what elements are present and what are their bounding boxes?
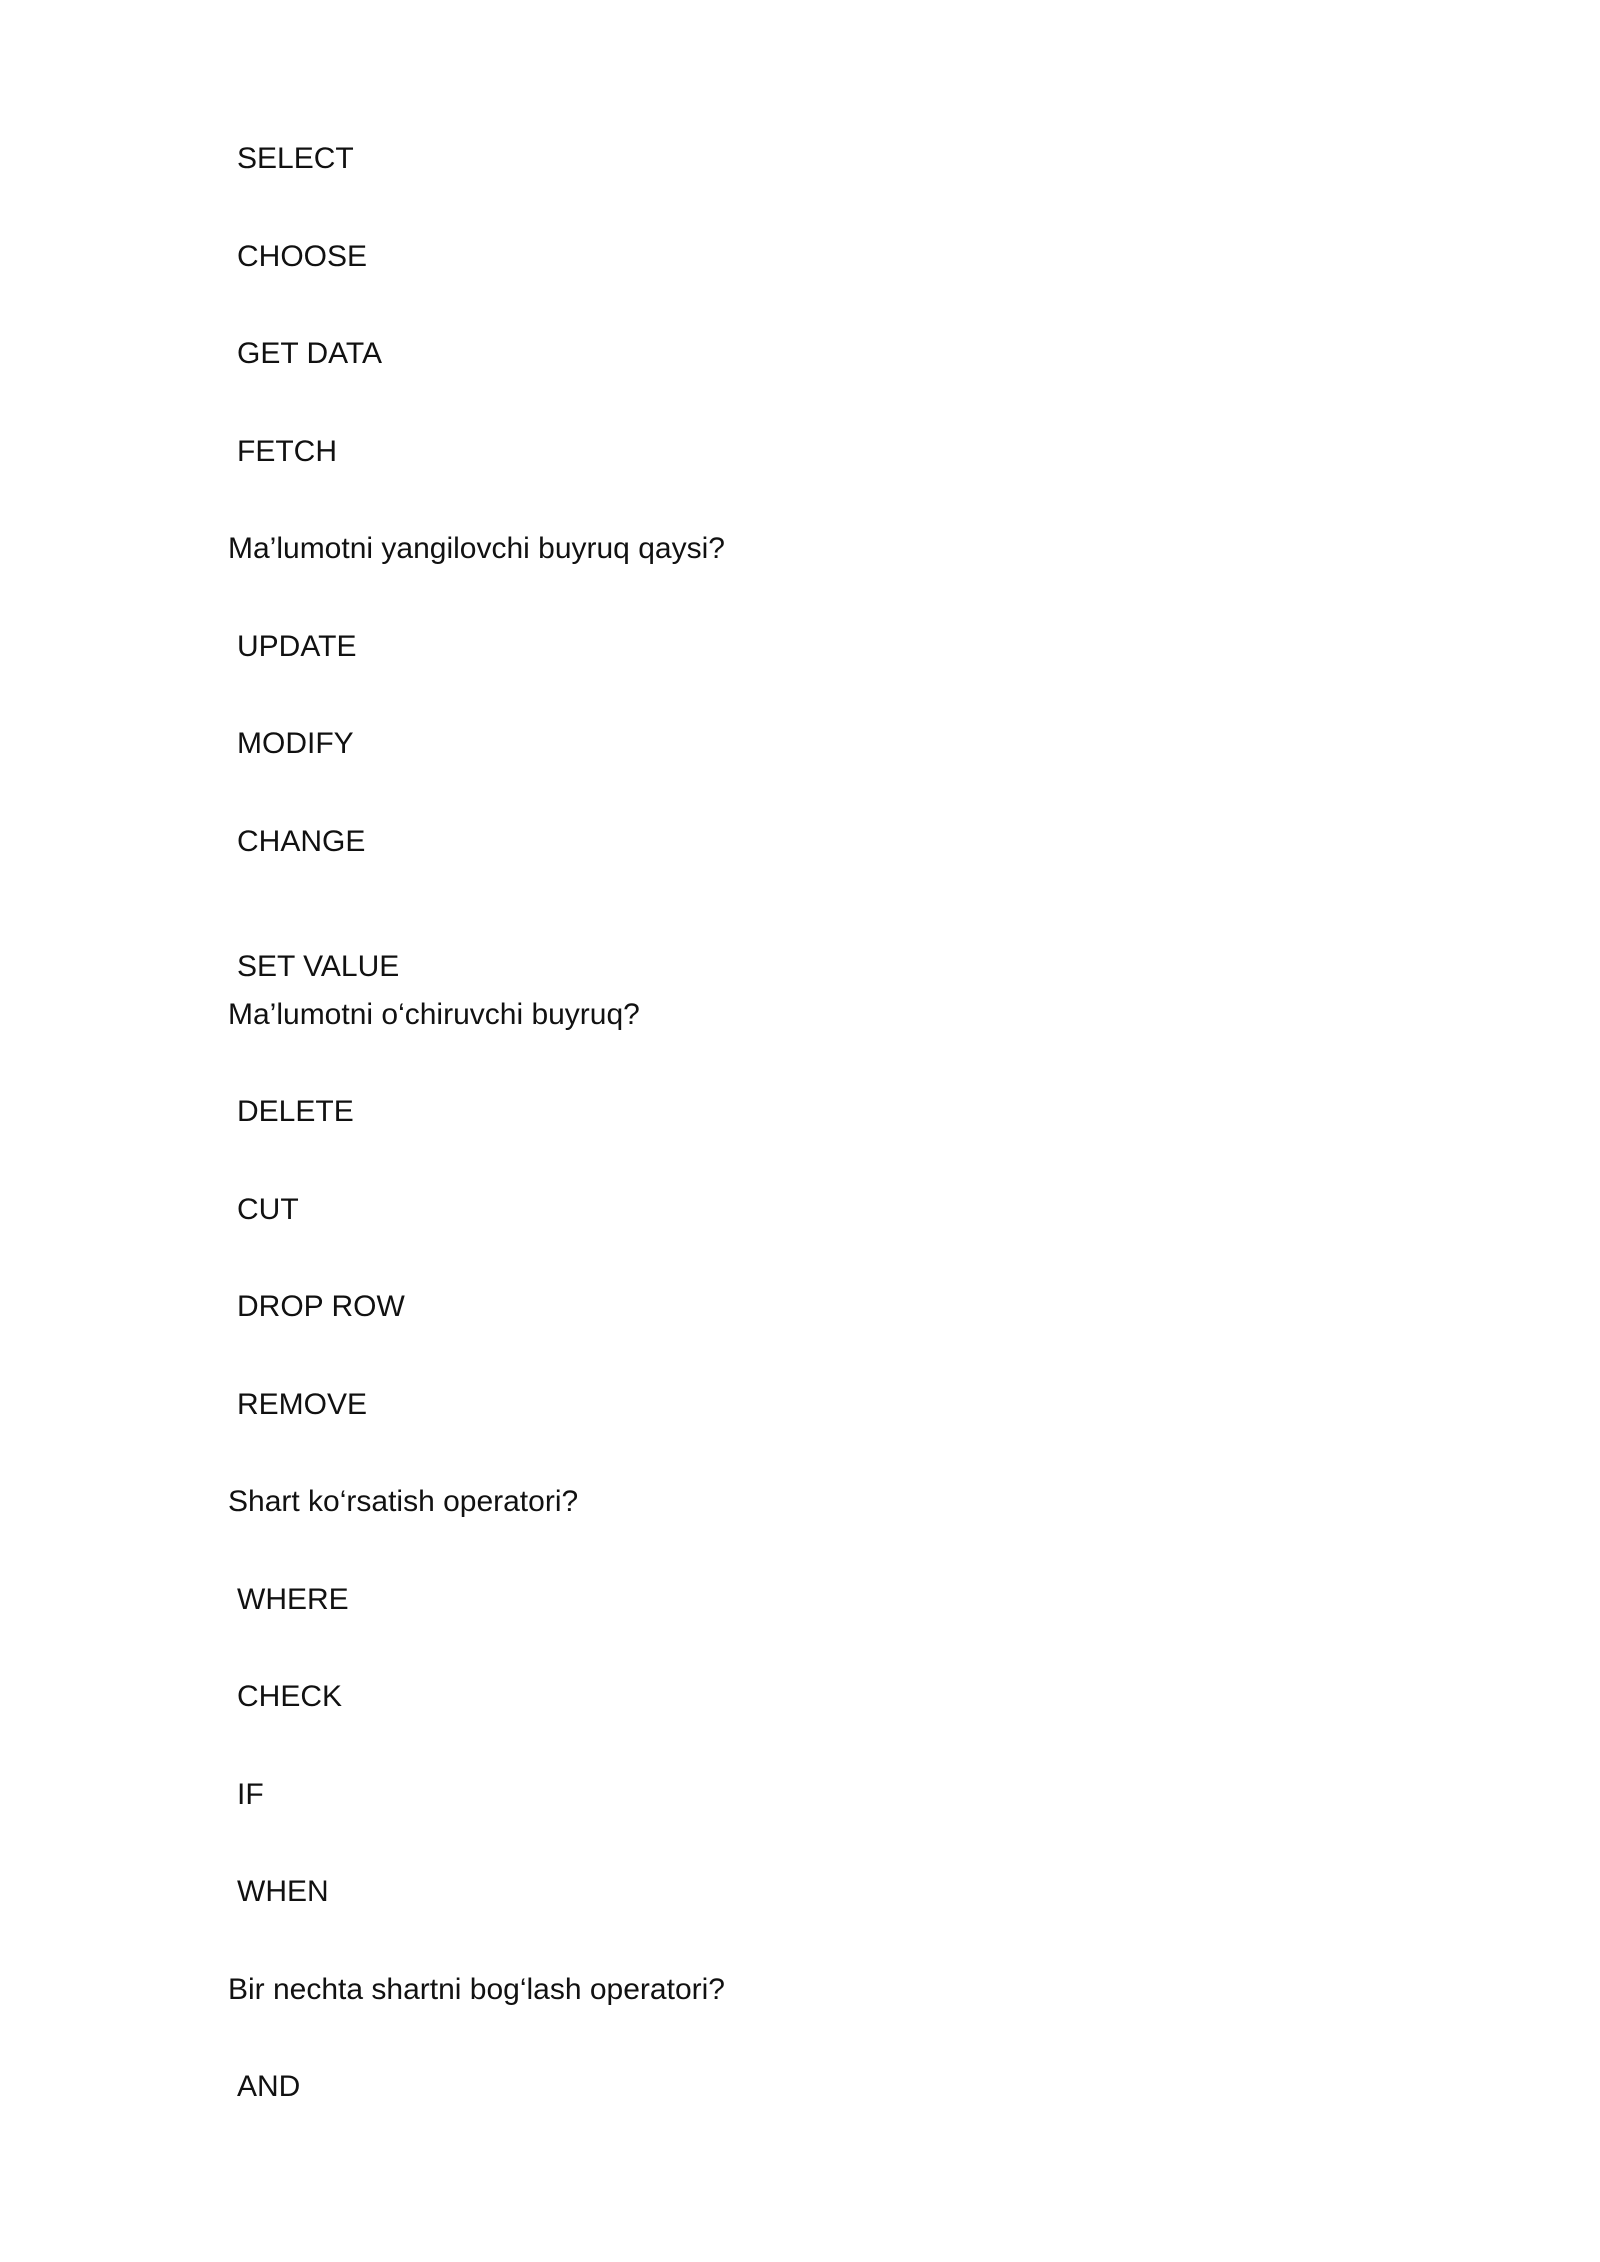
answer-option-line: WHERE: [237, 1582, 349, 1616]
answer-option-line: FETCH: [237, 434, 337, 468]
answer-option-line: IF: [237, 1777, 264, 1811]
answer-option-line: CHOOSE: [237, 239, 368, 273]
document-body: [228, 140, 1368, 2106]
answer-option-line: DELETE: [237, 1095, 354, 1128]
answer-option-line: AND: [237, 2070, 301, 2103]
answer-option-line: DROP ROW: [237, 1290, 405, 1323]
answer-option-line: REMOVE: [237, 1387, 368, 1421]
question-line: Shart ko‘rsatish operatori?: [228, 1485, 579, 1518]
question-line: Ma’lumotni o‘chiruvchi buyruq?: [228, 997, 640, 1031]
answer-option-line: CHECK: [237, 1680, 343, 1713]
answer-option-line: SELECT: [237, 142, 354, 175]
answer-option-line: CUT: [237, 1192, 299, 1226]
answer-option-line: CHANGE: [237, 824, 366, 858]
answer-option-line: MODIFY: [237, 727, 354, 760]
answer-option-line: SET VALUE: [237, 950, 400, 983]
answer-option-line: GET DATA: [237, 337, 383, 370]
question-line: Ma’lumotni yangilovchi buyruq qaysi?: [228, 532, 725, 565]
question-line: Bir nechta shartni bog‘lash operatori?: [228, 1972, 725, 2006]
answer-option-line: UPDATE: [237, 629, 357, 663]
answer-option-line: WHEN: [237, 1875, 329, 1908]
